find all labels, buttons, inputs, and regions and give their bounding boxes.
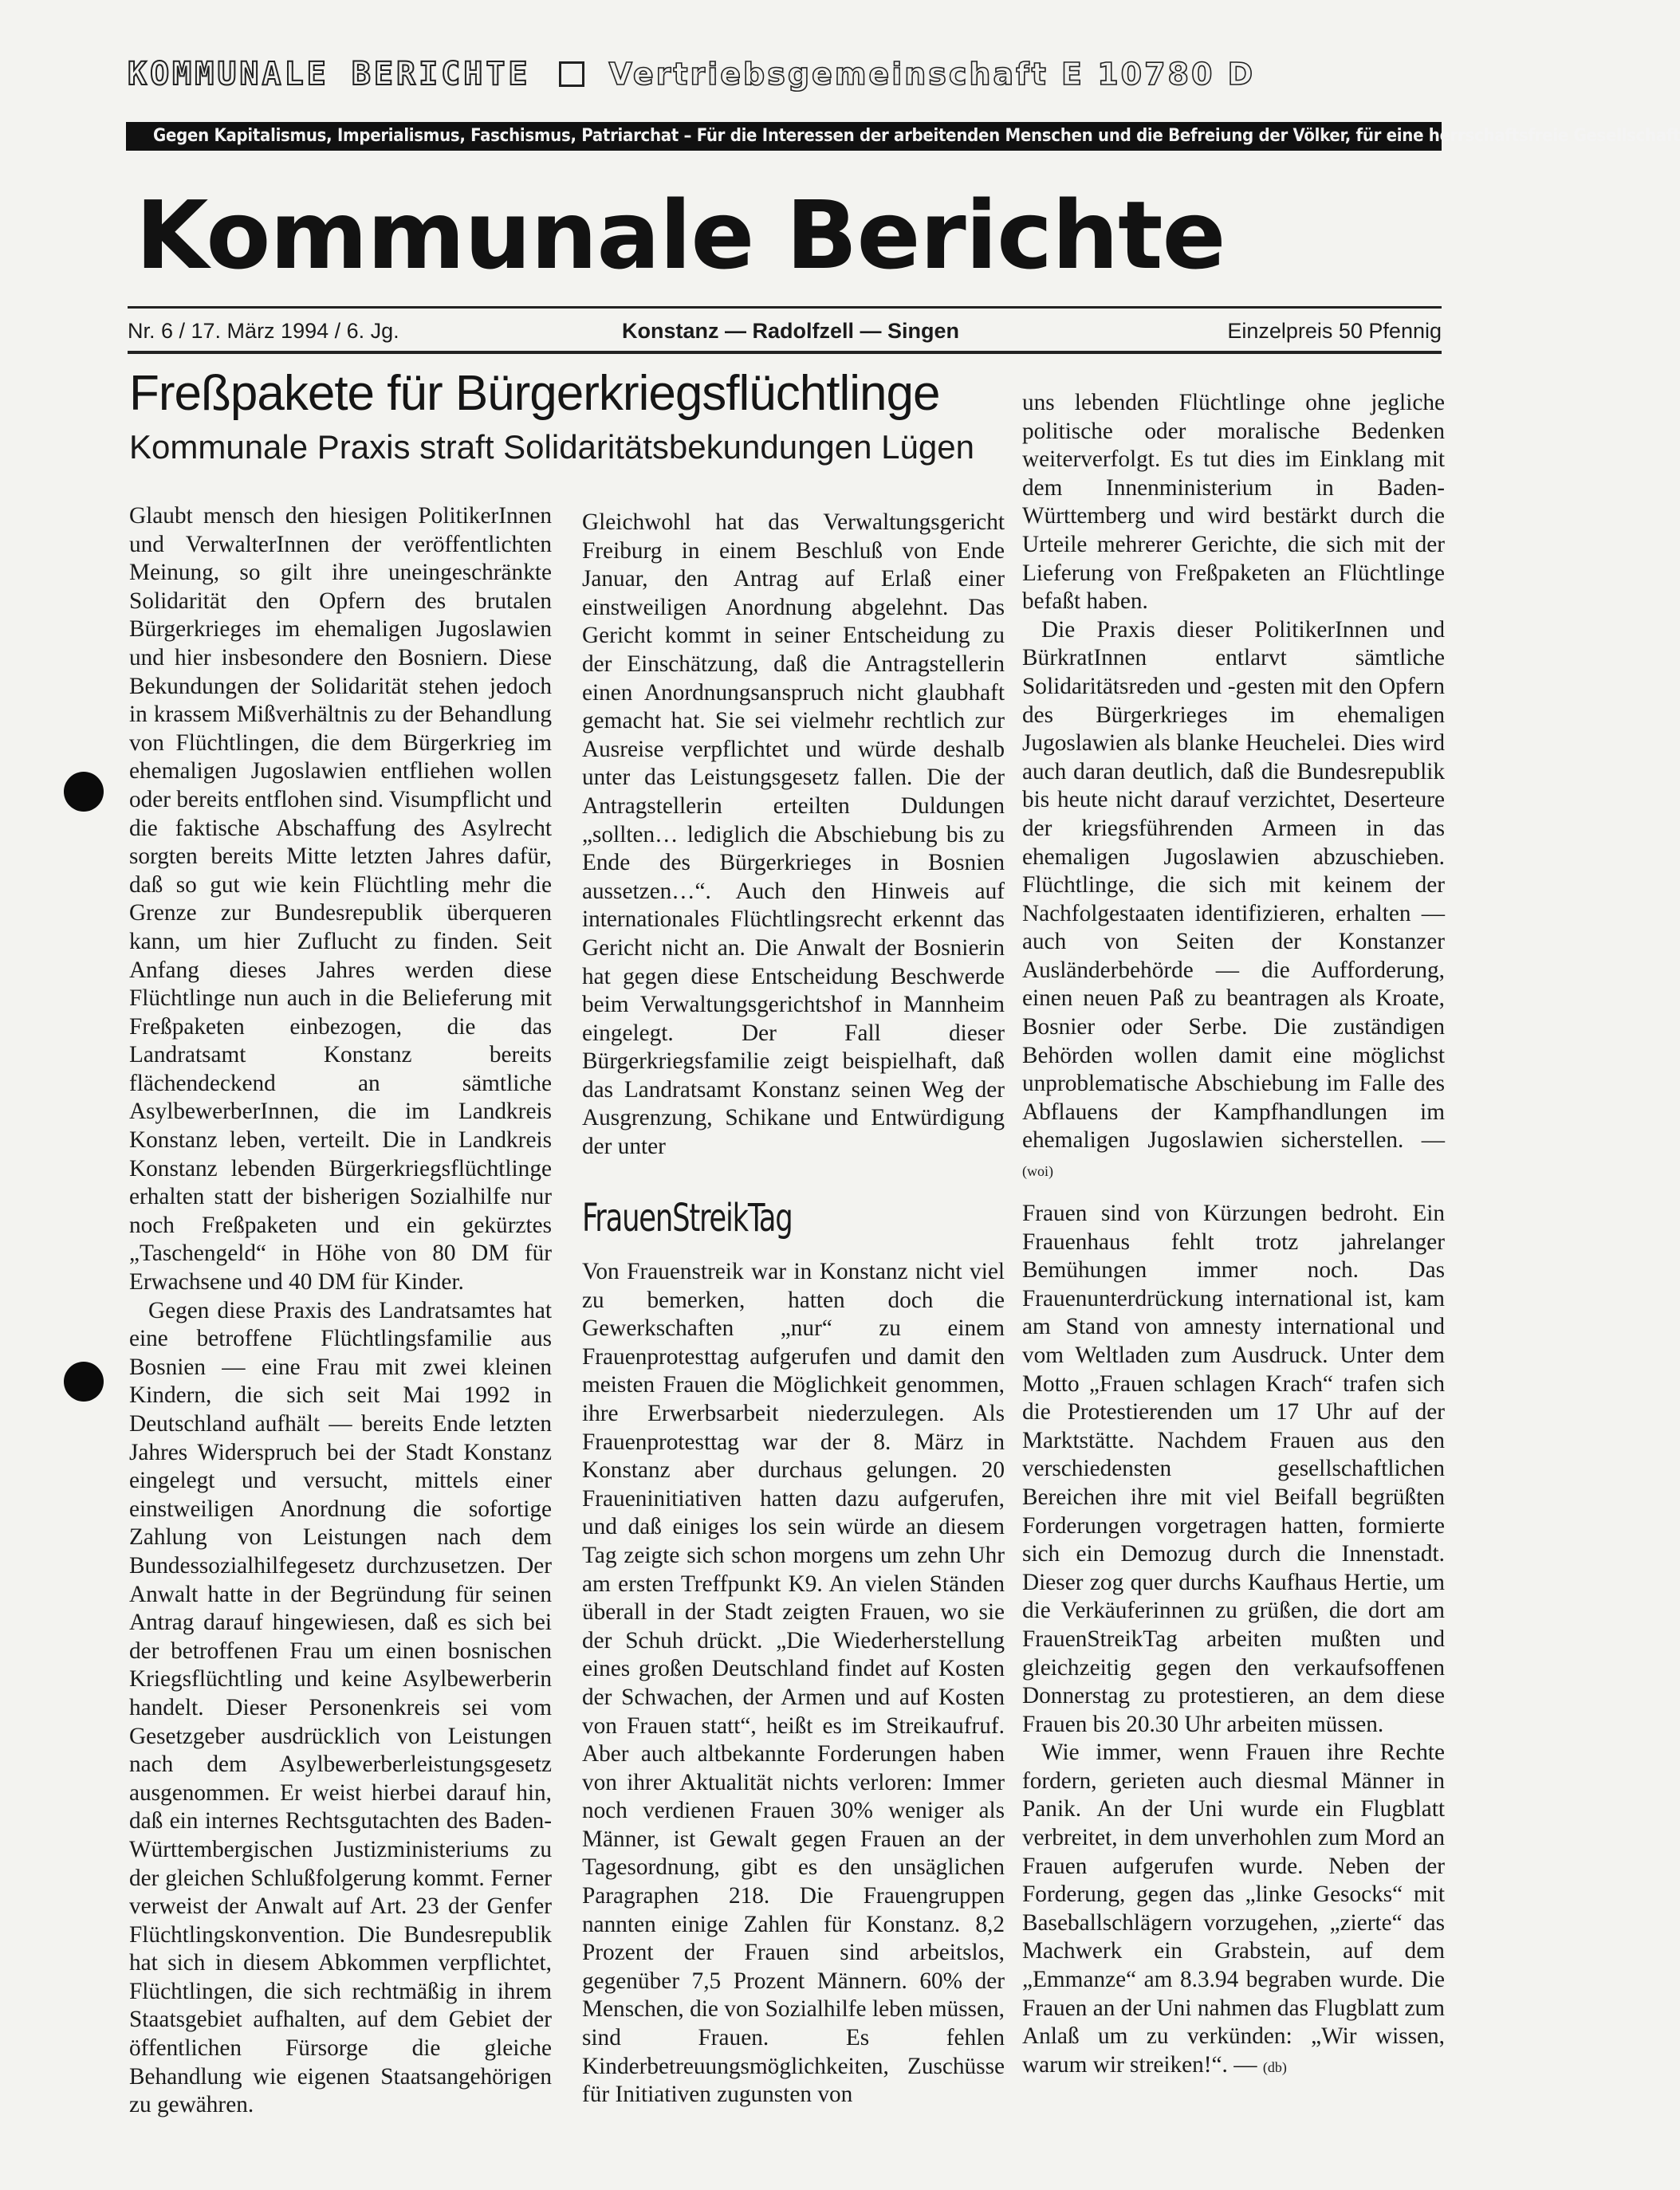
square-icon xyxy=(559,61,584,87)
author-signature: (db) xyxy=(1262,2058,1287,2075)
issue-row xyxy=(128,319,1442,348)
price: Einzelpreis 50 Pfennig xyxy=(1227,319,1442,343)
series-name: KOMMUNALE BERICHTE xyxy=(128,56,531,92)
paragraph-text: Wie immer, wenn Frauen ihre Rechte fordern, gerieten auch diesmal Männer in Panik. An der Uni wurde ein Flugblatt verbreitet, in dem unverhohlen zum Mord an Frauen aufgerufen wurde. Neben der Forderung, gegen das „linke Gesocks“ mit Baseballschlägern vorzugehen, „zierte“ das Machwerk ein Grabstein, auf dem „Emmanze“ am 8.3.94 begraben wurde. Die Frauen an der Uni nahmen das Flugblatt zum Anlaß um zu verkünden: „Wir wissen, warum wir streiken!“. — xyxy=(1022,1740,1445,2078)
paragraph: Gleichwohl hat das Verwaltungsgericht Freiburg in einem Beschluß von Ende Januar, den Antrag auf Erlaß einer einstweiligen Anordnung abgelehnt. Das Gericht kommt in seiner Entscheidung zu der Einschätzung, daß die Antragstellerin einen Anordnungsanspruch nicht glaubhaft gemacht hat. Sie sei vielmehr rechtlich zur Ausreise verpflichtet und würde deshalb unter das Leistungsgesetz fallen. Die der Antragstellerin erteilten Duldungen „sollten… lediglich die Abschiebung bis zu Ende des Bürgerkrieges in Bosnien aussetzen…“. Auch den Hinweis auf internationales Flüchtlingsrecht erkennt das Gericht nicht an. Die Anwalt der Bosnierin hat gegen diese Entscheidung Beschwerde beim Verwaltungsgerichtshof in Mannheim eingelegt. Der Fall dieser Bürgerkriegsfamilie zeigt beispielhaft, daß das Landratsamt Konstanz seinen Weg der Ausgrenzung, Schikane und Entwürdigung der unter xyxy=(582,509,1005,1160)
paragraph-with-signature xyxy=(1022,1739,1445,2082)
series-line xyxy=(128,54,1435,94)
locations: Konstanz — Radolfzell — Singen xyxy=(622,319,960,343)
article2-column-2 xyxy=(582,1258,1005,2109)
article2-headline: FrauenStreikTag xyxy=(582,1196,793,1240)
paragraph: Frauen sind von Kürzungen bedroht. Ein Frauenhaus fehlt trotz jahrelanger Bemühungen immer noch. Das Frauenunterdrückung international ist, kam am Stand von amnesty international und vom Weltladen zum Ausdruck. Unter dem Motto „Frauen schlagen Krach“ trafen sich die Protestierenden um 17 Uhr auf der Marktstätte. Nachdem Frauen aus den verschiedensten gesellschaftlichen Bereichen ihre mit viel Beifall begrüßten Forderungen vorgetragen hatten, formierte sich ein Demozug durch die Innenstadt. Dieser zog quer durchs Kaufhaus Hertie, um die Verkäuferinnen zu grüßen, die dort am FrauenStreikTag arbeiten mußten und gleichzeitig gegen den verkaufsoffenen Donnerstag zu protestieren, an dem diese Frauen bis 20.30 Uhr arbeiten müssen. xyxy=(1022,1201,1445,1737)
punch-hole xyxy=(64,1362,104,1402)
article2-column-3 xyxy=(1022,1200,1445,2082)
paragraph-with-signature xyxy=(1022,616,1445,1186)
slogan-banner: Gegen Kapitalismus, Imperialismus, Faschismus, Patriarchat – Für die Interessen der arbeitenden Menschen und die Befreiung der Völker, für eine herrschaftsfreie Gesellschaft xyxy=(126,122,1442,151)
article-subhead: Kommunale Praxis straft Solidaritätsbekundungen Lügen xyxy=(129,428,974,466)
article1-column-2 xyxy=(582,509,1005,1162)
article-headline: Freßpakete für Bürgerkriegsflüchtlinge xyxy=(129,366,940,421)
distribution-code: Vertriebsgemeinschaft E 10780 D xyxy=(608,57,1256,92)
article1-column-1 xyxy=(129,502,552,2120)
paragraph: uns lebenden Flüchtlinge ohne jegliche politische oder moralische Bedenken weiterverfolgt. Es tut dies im Einklang mit dem Innenministerium in Baden-Württemberg und wird bestärkt durch die Urteile mehrerer Gerichte, die sich mit der Lieferung von Freßpaketen an Flüchtlinge befaßt haben. xyxy=(1022,390,1445,615)
author-signature: (woi) xyxy=(1022,1163,1053,1180)
paragraph: Gegen diese Praxis des Landratsamtes hat eine betroffene Flüchtlingsfamilie aus Bosnien — eine Frau mit zwei kleinen Kindern, die sich seit Mai 1992 in Deutschland aufhält — bereits Ende letzten Jahres Widerspruch bei der Stadt Konstanz eingelegt und versucht, mittels einer einstweiligen Anordnung die sofortige Zahlung von Leistungen nach dem Bundessozialhilfegesetz durchzusetzen. Der Anwalt hatte in der Begründung für seinen Antrag darauf hingewiesen, daß es sich bei der betroffenen Frau um einen bosnischen Kriegsflüchtling und keine Asylbewerberin handelt. Dieser Personenkreis sei vom Gesetzgeber ausdrücklich von Leistungen nach dem Asylbewerberleistungsgesetz ausgenommen. Er weist hierbei darauf hin, daß ein internes Rechtsgutachten des Baden-Württembergischen Justizministeriums zu der gleichen Schlußfolgerung kommt. Ferner verweist der Anwalt auf Art. 23 der Genfer Flüchtlingskonvention. Die Bundesrepublik hat sich in diesem Abkommen verpflichtet, Flüchtlingen, die sich rechtmäßig in ihrem Staatsgebiet aufhalten, auf dem Gebiet der öffentlichen Fürsorge die gleiche Behandlung wie eigenen Staatsangehörigen zu gewähren. xyxy=(129,1297,552,2118)
divider xyxy=(128,351,1442,354)
paragraph: Von Frauenstreik war in Konstanz nicht viel zu bemerken, hatten doch die Gewerkschaften „nur“ zu einem Frauenprotesttag aufgerufen und damit den meisten Frauen die Möglichkeit genommen, ihre Erwerbsarbeit niederzulegen. Als Frauenprotesttag war der 8. März in Konstanz aber durchaus gelungen. 20 Fraueninitiativen hatten dazu aufgerufen, und daß einiges los sein würde an diesem Tag zeigte sich schon morgens um zehn Uhr am ersten Treffpunkt K9. An vielen Ständen überall in der Stadt zeigten Frauen, wo sie der Schuh drückt. „Die Wiederherstellung eines großen Deutschland findet auf Kosten der Schwachen, der Armen und auf Kosten von Frauen statt“, heißt es im Streikaufruf. Aber auch altbekannte Forderungen haben von ihrer Aktualität nichts verloren: Immer noch verdienen Frauen 30% weniger als Männer, ist Gewalt gegen Frauen an der Tagesordnung, gibt es den unsäglichen Paragraphen 218. Die Frauengruppen nannten einige Zahlen für Konstanz. 8,2 Prozent der Frauen sind arbeitslos, gegenüber 7,5 Prozent Männern. 60% der Menschen, die von Sozialhilfe leben müssen, sind Frauen. Es fehlen Kinderbetreuungsmöglichkeiten, Zuschüsse für Initiativen zugunsten von xyxy=(582,1259,1005,2108)
masthead: Kommunale Berichte xyxy=(136,180,1226,290)
paragraph: Glaubt mensch den hiesigen PolitikerInnen und VerwalterInnen der veröffentlichten Meinung, so gilt ihre uneingeschränkte Solidarität den Opfern des brutalen Bürgerkrieges im ehemaligen Jugoslawien und hier insbesondere den Bosniern. Diese Bekundungen der Solidarität stehen jedoch in krassem Mißverhältnis zu der Behandlung von Flüchtlingen, die dem Bürgerkrieg im ehemaligen Jugoslawien entfliehen wollen oder bereits entflohen sind. Visumpflicht und die faktische Abschaffung des Asylrecht sorgten bereits Mitte letzten Jahres dafür, daß so gut wie kein Flüchtling mehr die Grenze zur Bundesrepublik überqueren kann, um hier Zuflucht zu finden. Seit Anfang dieses Jahres werden diese Flüchtlinge nun auch in die Belieferung mit Freßpaketen einbezogen, die das Landratsamt Konstanz bereits flächendeckend an sämtliche AsylbewerberInnen, die im Landkreis Konstanz leben, verteilt. Die in Landkreis Konstanz lebenden Bürgerkriegsflüchtlinge erhalten statt der bisherigen Sozialhilfe nur noch Freßpaketen und ein gekürztes „Taschengeld“ in Höhe von 80 DM für Erwachsene und 40 DM für Kinder. xyxy=(129,503,552,1296)
divider xyxy=(128,306,1442,309)
paragraph-text: Die Praxis dieser PolitikerInnen und BürkratInnen entlarvt sämtliche Solidaritätsreden und -gesten mit den Opfern des Bürgerkrieges im ehemaligen Jugoslawien als blanke Heuchelei. Dies wird auch daran deutlich, daß die Bundesrepublik bis heute nicht darauf verzichtet, Deserteure der kriegsführenden Armeen in das ehemaligen Jugoslawien abzuschieben. Flüchtlinge, die sich mit keinem der Nachfolgestaaten identifizieren, erhalten — auch von Seiten der Konstanzer Ausländerbehörde — die Aufforderung, einen neuen Paß zu beantragen als Kroate, Bosnier oder Serbe. Die zuständigen Behörden wollen damit eine möglichst unproblematische Abschiebung im Falle des Abflauens der Kampfhandlungen im ehemaligen Jugoslawien sicherstellen. — xyxy=(1022,616,1445,1154)
issue-info: Nr. 6 / 17. März 1994 / 6. Jg. xyxy=(128,319,399,343)
punch-hole xyxy=(64,772,104,812)
article1-column-3 xyxy=(1022,389,1445,1186)
